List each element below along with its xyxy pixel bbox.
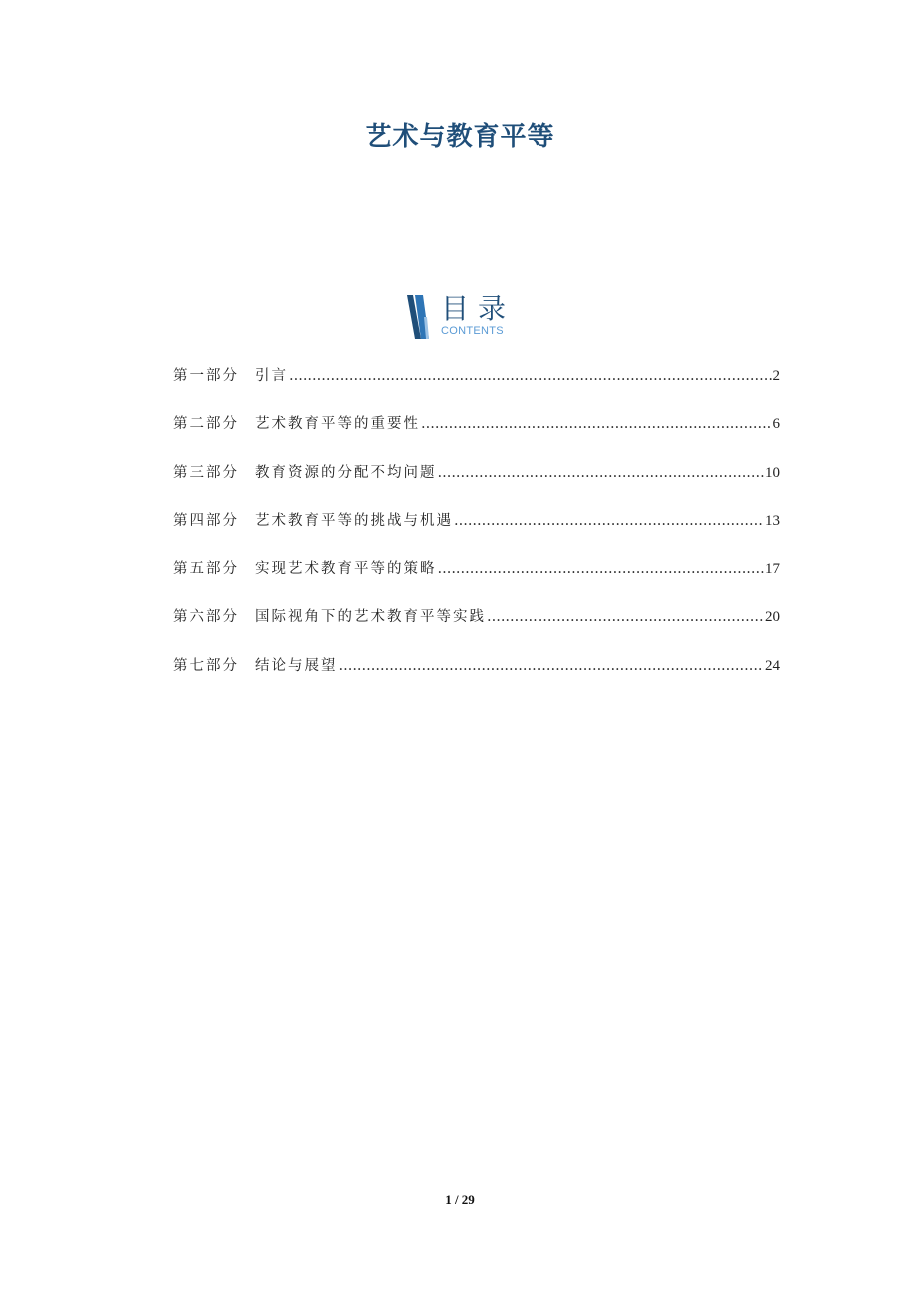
toc-entry-page[interactable]: 6 xyxy=(772,416,780,433)
table-of-contents xyxy=(173,365,780,703)
dot-leader xyxy=(438,462,765,484)
toc-entry-label[interactable]: 艺术教育平等的重要性 xyxy=(255,416,420,433)
toc-entry[interactable] xyxy=(173,413,780,461)
dot-leader xyxy=(339,655,765,677)
dot-leader xyxy=(438,558,765,580)
toc-entry[interactable] xyxy=(173,365,780,413)
toc-entry-page[interactable]: 17 xyxy=(765,561,780,578)
toc-entry-part: 第四部分 xyxy=(173,512,239,529)
toc-entry[interactable] xyxy=(173,558,780,606)
toc-entry-part: 第六部分 xyxy=(173,609,239,626)
toc-entry-label[interactable]: 引言 xyxy=(255,368,288,384)
dot-leader xyxy=(487,606,764,628)
toc-entry-page[interactable]: 10 xyxy=(765,464,780,481)
toc-entry-page[interactable]: 13 xyxy=(765,512,780,529)
toc-entry-part: 第五部分 xyxy=(173,561,239,578)
dot-leader xyxy=(421,413,772,435)
blue-slanted-bars-icon xyxy=(407,295,431,339)
toc-entry-part: 第三部分 xyxy=(173,464,239,481)
toc-entry-page[interactable]: 2 xyxy=(772,368,780,384)
toc-entry-page[interactable]: 20 xyxy=(765,609,780,626)
dot-leader xyxy=(454,510,764,532)
toc-entry-label[interactable]: 实现艺术教育平等的策略 xyxy=(255,561,437,578)
document-title: 艺术与教育平等 xyxy=(365,122,555,152)
page-number: 1 / 29 xyxy=(445,1192,475,1207)
toc-title: 目录 xyxy=(441,292,516,325)
toc-entry-part: 第七部分 xyxy=(173,657,239,674)
toc-entry[interactable] xyxy=(173,462,780,510)
toc-entry-label[interactable]: 教育资源的分配不均问题 xyxy=(255,464,437,481)
toc-entry[interactable] xyxy=(173,606,780,654)
toc-entry-part: 第一部分 xyxy=(173,368,239,384)
toc-entry-label[interactable]: 艺术教育平等的挑战与机遇 xyxy=(255,512,453,529)
toc-entry-label[interactable]: 国际视角下的艺术教育平等实践 xyxy=(255,609,486,626)
toc-entry-page[interactable]: 24 xyxy=(765,657,780,674)
toc-header xyxy=(405,293,525,341)
toc-entry-part: 第二部分 xyxy=(173,416,239,433)
toc-entry-label[interactable]: 结论与展望 xyxy=(255,657,338,674)
toc-subtitle: CONTENTS xyxy=(441,325,504,337)
toc-entry[interactable] xyxy=(173,510,780,558)
dot-leader xyxy=(289,365,772,387)
toc-entry[interactable] xyxy=(173,655,780,703)
